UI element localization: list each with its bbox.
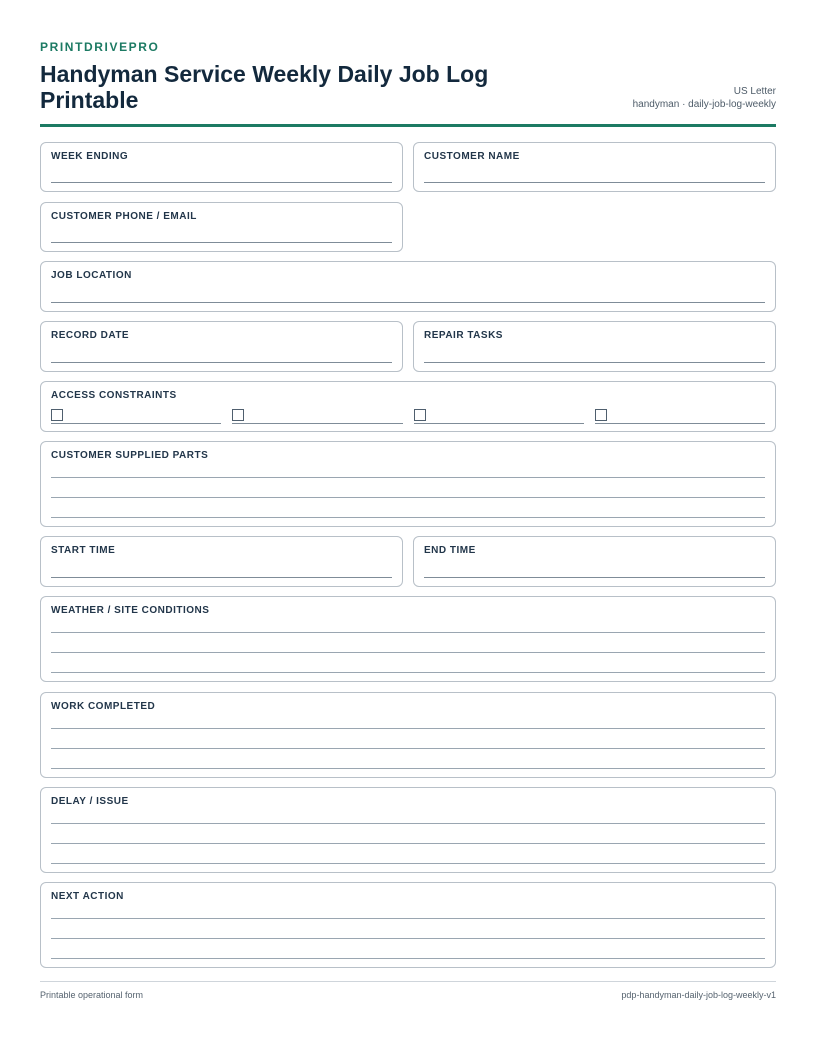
next-action-line-1[interactable] [51, 918, 765, 919]
checkbox-icon[interactable] [51, 409, 63, 421]
work-completed-line-3[interactable] [51, 768, 765, 769]
weather-label: WEATHER / SITE CONDITIONS [51, 605, 210, 616]
brand-logo-text: PRINTDRIVEPRO [40, 40, 160, 54]
delay-issue-line-2[interactable] [51, 843, 765, 844]
next-action-field[interactable] [40, 882, 776, 968]
weather-line-1[interactable] [51, 632, 765, 633]
footer-description: Printable operational form [40, 990, 144, 1000]
access-option-3[interactable] [414, 408, 584, 424]
weather-field[interactable] [40, 596, 776, 682]
next-action-line-2[interactable] [51, 938, 765, 939]
access-constraints-field [40, 381, 776, 432]
weather-line-3[interactable] [51, 672, 765, 673]
paper-size: US Letter [733, 86, 776, 97]
checkbox-icon[interactable] [595, 409, 607, 421]
end-time-label: END TIME [424, 545, 476, 556]
start-time-label: START TIME [51, 545, 116, 556]
page-header [40, 61, 776, 127]
repair-tasks-field[interactable] [413, 321, 776, 372]
delay-issue-label: DELAY / ISSUE [51, 796, 129, 807]
work-completed-line-1[interactable] [51, 728, 765, 729]
delay-issue-line-3[interactable] [51, 863, 765, 864]
job-location-line[interactable] [51, 302, 765, 303]
customer-parts-line-1[interactable] [51, 477, 765, 478]
end-time-line[interactable] [424, 577, 765, 578]
repair-tasks-line[interactable] [424, 362, 765, 363]
week-ending-label: WEEK ENDING [51, 151, 129, 162]
record-date-line[interactable] [51, 362, 392, 363]
customer-parts-line-2[interactable] [51, 497, 765, 498]
work-completed-line-2[interactable] [51, 748, 765, 749]
repair-tasks-label: REPAIR TASKS [424, 330, 503, 341]
form-tags: handyman · daily-job-log-weekly [632, 99, 776, 110]
checkbox-icon[interactable] [232, 409, 244, 421]
work-completed-label: WORK COMPLETED [51, 701, 156, 712]
end-time-field[interactable] [413, 536, 776, 587]
week-ending-field[interactable] [40, 142, 403, 192]
start-time-line[interactable] [51, 577, 392, 578]
access-option-2[interactable] [232, 408, 402, 424]
form-page [40, 40, 776, 127]
access-constraints-options [51, 408, 765, 424]
delay-issue-field[interactable] [40, 787, 776, 873]
customer-contact-label: CUSTOMER PHONE / EMAIL [51, 211, 197, 222]
job-location-field[interactable] [40, 261, 776, 312]
access-option-1[interactable] [51, 408, 221, 424]
delay-issue-line-1[interactable] [51, 823, 765, 824]
record-date-field[interactable] [40, 321, 403, 372]
start-time-field[interactable] [40, 536, 403, 587]
page-footer [40, 981, 776, 1000]
job-location-label: JOB LOCATION [51, 270, 132, 281]
week-ending-line[interactable] [51, 182, 392, 183]
customer-parts-line-3[interactable] [51, 517, 765, 518]
page-meta [633, 85, 776, 113]
access-constraints-label: ACCESS CONSTRAINTS [51, 390, 177, 401]
customer-parts-label: CUSTOMER SUPPLIED PARTS [51, 450, 209, 461]
next-action-line-3[interactable] [51, 958, 765, 959]
work-completed-field[interactable] [40, 692, 776, 778]
customer-contact-field[interactable] [40, 202, 403, 252]
footer-form-id: pdp-handyman-daily-job-log-weekly-v1 [621, 990, 776, 1000]
customer-parts-field[interactable] [40, 441, 776, 527]
next-action-label: NEXT ACTION [51, 891, 124, 902]
record-date-label: RECORD DATE [51, 330, 130, 341]
customer-name-field[interactable] [413, 142, 776, 192]
page-title: Handyman Service Weekly Daily Job Log Printable [40, 61, 489, 113]
weather-line-2[interactable] [51, 652, 765, 653]
access-option-4[interactable] [595, 408, 765, 424]
customer-name-label: CUSTOMER NAME [424, 151, 520, 162]
customer-name-line[interactable] [424, 182, 765, 183]
customer-contact-line[interactable] [51, 242, 392, 243]
checkbox-icon[interactable] [414, 409, 426, 421]
